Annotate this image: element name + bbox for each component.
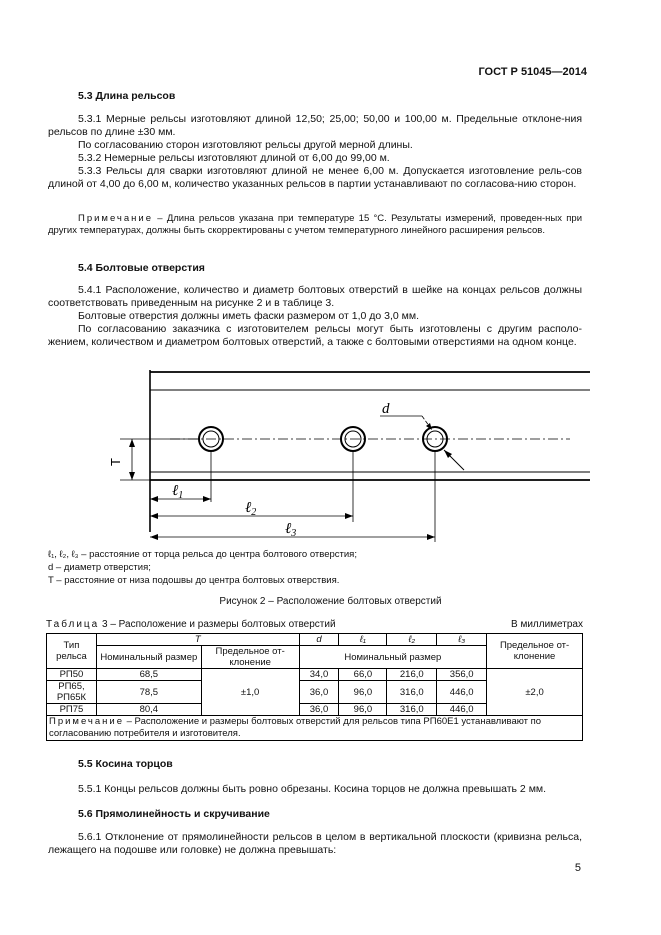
para-5-3-3: 5.3.3 Рельсы для сварки изготовляют длиной не менее 6,00 м. Допускается изготовление рель-сов длиной от 4,00 до 6,00 м, количество указанных рельсов в партии устанавливают по согласова-нию сторон. (48, 165, 582, 190)
cell-l1: 96,0 (339, 704, 387, 716)
arrow-l2-left (150, 513, 158, 519)
para-5-3-1-b: По согласованию сторон изготовляют рельсы другой мерной длины. (78, 139, 413, 151)
para-5-4-1-b: Болтовые отверстия должны иметь фаски размером от 1,0 до 3,0 мм. (78, 310, 419, 322)
para-5-6-1: 5.6.1 Отклонение от прямолинейности рельсов в целом в вертикальной плоскости (кривизна рельса, лежащего на подошве или головке) не должна превышать: (48, 831, 582, 856)
para-5-3-2: 5.3.2 Немерные рельсы изготовляют длиной от 6,00 до 99,00 м. (78, 152, 390, 164)
cell-t: 68,5 (96, 669, 201, 681)
table-units: В миллиметрах (511, 619, 583, 630)
cell-l3: 446,0 (437, 681, 487, 704)
arrow-t-top (129, 439, 135, 447)
table-title-text: 3 – Расположение и размеры болтовых отверстий (99, 619, 336, 630)
section-5-6-title: 5.6 Прямолинейность и скручивание (78, 808, 270, 820)
figure-legend-t: T – расстояние от низа подошвы до центра болтовых отверствия. (48, 575, 340, 586)
para-5-3-1: 5.3.1 Мерные рельсы изготовляют длиной 12,50; 25,00; 50,00 и 100,00 м. Предельные отклоне-ния рельсов по длине ±30 мм. (48, 113, 582, 138)
cell-d: 36,0 (299, 681, 339, 704)
figure-legend-l: ℓ₁, ℓ₂, ℓ₃ – расстояние от торца рельса до центра болтового отверстия; (48, 549, 357, 560)
th-deviation: Предельное от-клонение (487, 634, 583, 669)
cell-l1: 66,0 (339, 669, 387, 681)
table-title (46, 619, 336, 630)
cell-type: РП65, РП65К (47, 681, 97, 704)
table-title-label: Таблица (46, 619, 100, 630)
para-5-5-1: 5.5.1 Концы рельсов должны быть ровно обрезаны. Косина торцов не должна превышать 2 мм. (78, 783, 547, 795)
th-nominal: Номинальный размер (299, 646, 487, 669)
cell-l1: 96,0 (339, 681, 387, 704)
figure-legend-d: d – диаметр отверстия; (48, 562, 151, 573)
document-code: ГОСТ Р 51045—2014 (478, 66, 587, 78)
cell-t-deviation: ±1,0 (201, 669, 299, 716)
cell-t: 80,4 (96, 704, 201, 716)
table-note (47, 716, 583, 741)
l3-label: ℓ$_3$ (285, 521, 297, 539)
l2-label: ℓ$_2$ (245, 500, 257, 518)
note-label: Примечание (78, 213, 153, 224)
cell-d: 34,0 (299, 669, 339, 681)
figure-caption: Рисунок 2 – Расположение болтовых отверстий (219, 596, 442, 607)
cell-l2: 316,0 (387, 704, 437, 716)
th-l1: ℓ₁ (339, 634, 387, 646)
table-row (47, 669, 583, 681)
arrow-l3-left (150, 534, 158, 540)
section-5-3-title: 5.3 Длина рельсов (78, 90, 176, 102)
arrow-l3-right (427, 534, 435, 540)
para-5-4-1-c: По согласованию заказчика с изготовителем рельсы могут быть изготовлены с другим располо-жением, количеством и диаметром болтовых отверстий, а также с болтовыми отверстиями на одном конце. (48, 323, 582, 348)
cell-type: РП50 (47, 669, 97, 681)
l1-label: ℓ$_1$ (172, 483, 184, 501)
arrow-l2-right (345, 513, 353, 519)
cell-l3: 446,0 (437, 704, 487, 716)
section-5-5-title: 5.5 Косина торцов (78, 758, 173, 770)
th-l2: ℓ₂ (387, 634, 437, 646)
cell-l2: 216,0 (387, 669, 437, 681)
arrow-t-bottom (129, 472, 135, 480)
cell-deviation: ±2,0 (487, 669, 583, 716)
th-type: Тип рельса (47, 634, 97, 669)
cell-l3: 356,0 (437, 669, 487, 681)
arrow-l1-left (150, 496, 158, 502)
th-t: T (96, 634, 299, 646)
th-t-deviation: Предельное от-клонение (201, 646, 299, 669)
table-note-label: Примечание (49, 716, 124, 727)
cell-d: 36,0 (299, 704, 339, 716)
para-5-4-1: 5.4.1 Расположение, количество и диаметр болтовых отверстий в шейке на концах рельсов должны соответствовать приведенным на рисунке 2 и в таблице 3. (48, 284, 582, 309)
bolt-holes-figure (110, 362, 590, 547)
th-l3: ℓ₃ (437, 634, 487, 646)
t-label: T (108, 458, 123, 466)
section-5-4-title: 5.4 Болтовые отверстия (78, 262, 205, 274)
cell-t: 78,5 (96, 681, 201, 704)
note-text: – Длина рельсов указана при температуре 15 °С. Результаты измерений, проведен-ных при других температурах, должны быть скорректированы с учетом температурного линейного расширения рельсов. (48, 213, 582, 236)
bolt-holes-table (46, 633, 583, 741)
th-t-nominal: Номинальный размер (96, 646, 201, 669)
cell-type: РП75 (47, 704, 97, 716)
table-note-text: – Расположение и размеры болтовых отверстий для рельсов типа РП60Е1 устанавливают по согласованию потребителя и изготовителя. (49, 716, 542, 739)
page-number: 5 (574, 862, 581, 874)
arrow-l1-right (203, 496, 211, 502)
d-label: d (382, 401, 390, 417)
th-d: d (299, 634, 339, 646)
note-5-3 (48, 213, 582, 237)
cell-l2: 316,0 (387, 681, 437, 704)
